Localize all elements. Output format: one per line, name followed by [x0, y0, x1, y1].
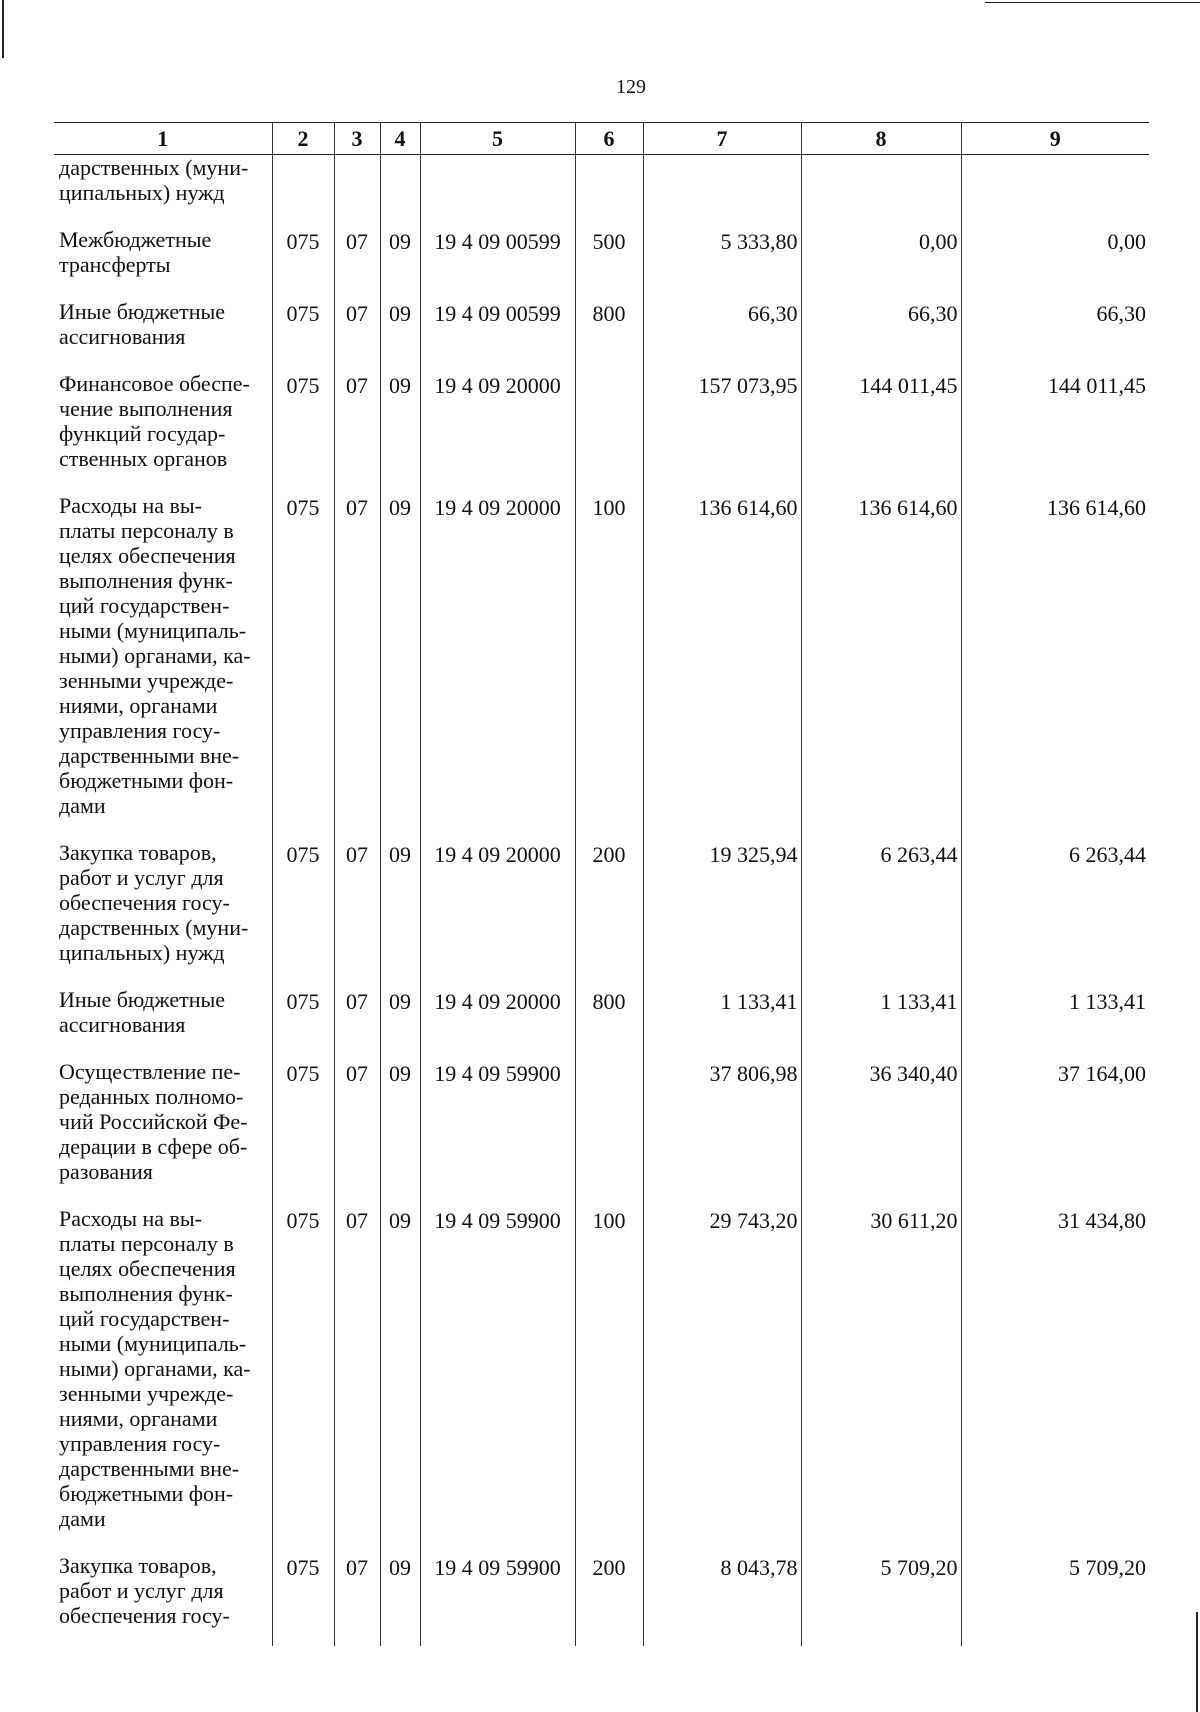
amount-col8-cell: 66,30 — [801, 295, 961, 367]
budget-table — [54, 122, 1149, 1646]
expense-type-cell: 800 — [575, 295, 643, 367]
column-header: 6 — [575, 123, 643, 155]
expense-type-cell: 200 — [575, 836, 643, 983]
code-section-cell: 07 — [334, 983, 380, 1055]
column-header: 4 — [380, 123, 420, 155]
target-article-cell: 19 4 09 00599 — [420, 223, 575, 295]
code-ministry-cell: 075 — [272, 836, 334, 983]
amount-col8-cell: 1 133,41 — [801, 983, 961, 1055]
column-header: 7 — [643, 123, 801, 155]
target-article-cell: 19 4 09 59900 — [420, 1055, 575, 1202]
target-article-cell: 19 4 09 20000 — [420, 367, 575, 489]
row-name-cell: Закупка товаров, работ и услуг для обеспечения госу- дарственных (муни- ципальных) нужд — [59, 840, 249, 965]
target-article-cell: 19 4 09 00599 — [420, 295, 575, 367]
table-row — [54, 223, 1149, 295]
amount-col9-cell: 1 133,41 — [961, 983, 1149, 1055]
amount-col7-cell: 29 743,20 — [643, 1202, 801, 1549]
code-subsection-cell: 09 — [380, 367, 420, 489]
header-row — [54, 123, 1149, 155]
target-article-cell: 19 4 09 20000 — [420, 489, 575, 836]
code-subsection-cell: 09 — [380, 983, 420, 1055]
amount-col7-cell: 66,30 — [643, 295, 801, 367]
row-name-cell: Осуществление пе- реданных полномо- чий Российской Фе- дерации в сфере об- разования — [59, 1059, 248, 1184]
code-section-cell: 07 — [334, 1202, 380, 1549]
expense-type-cell: 100 — [575, 489, 643, 836]
amount-col7-cell: 136 614,60 — [643, 489, 801, 836]
amount-col8-cell: 0,00 — [801, 223, 961, 295]
expense-type-cell — [575, 1055, 643, 1202]
code-section-cell: 07 — [334, 295, 380, 367]
amount-col8-cell: 30 611,20 — [801, 1202, 961, 1549]
code-section-cell: 07 — [334, 489, 380, 836]
column-header: 8 — [801, 123, 961, 155]
table-row — [54, 489, 1149, 836]
code-section-cell: 07 — [334, 367, 380, 489]
expense-type-cell — [575, 155, 643, 224]
amount-col7-cell: 19 325,94 — [643, 836, 801, 983]
expense-type-cell: 100 — [575, 1202, 643, 1549]
amount-col9-cell: 6 263,44 — [961, 836, 1149, 983]
amount-col7-cell: 8 043,78 — [643, 1549, 801, 1646]
row-name-cell: Расходы на вы- платы персоналу в целях обеспечения выполнения функ- ций государствен- ными (муниципаль- ными) органами, ка- зенными учрежде- ниями, органами управления госу- дарственными вне- бюджетными фон- дами — [59, 493, 251, 818]
code-ministry-cell: 075 — [272, 367, 334, 489]
target-article-cell: 19 4 09 20000 — [420, 836, 575, 983]
amount-col7-cell: 1 133,41 — [643, 983, 801, 1055]
table-header — [54, 123, 1149, 155]
column-header: 1 — [54, 123, 272, 155]
code-subsection-cell: 09 — [380, 489, 420, 836]
code-ministry-cell: 075 — [272, 295, 334, 367]
amount-col9-cell: 66,30 — [961, 295, 1149, 367]
amount-col9-cell: 31 434,80 — [961, 1202, 1149, 1549]
table-row — [54, 295, 1149, 367]
table-row — [54, 367, 1149, 489]
amount-col9-cell: 144 011,45 — [961, 367, 1149, 489]
code-section-cell: 07 — [334, 1549, 380, 1646]
amount-col8-cell: 136 614,60 — [801, 489, 961, 836]
scan-edge-mark-right — [1196, 1612, 1198, 1712]
amount-col9-cell: 136 614,60 — [961, 489, 1149, 836]
table-row — [54, 1202, 1149, 1549]
amount-col8-cell: 6 263,44 — [801, 836, 961, 983]
table-row — [54, 1549, 1149, 1646]
code-subsection-cell: 09 — [380, 295, 420, 367]
code-subsection-cell: 09 — [380, 1202, 420, 1549]
column-header: 3 — [334, 123, 380, 155]
code-subsection-cell: 09 — [380, 1055, 420, 1202]
code-subsection-cell — [380, 155, 420, 224]
amount-col8-cell: 5 709,20 — [801, 1549, 961, 1646]
table-row — [54, 983, 1149, 1055]
expense-type-cell: 200 — [575, 1549, 643, 1646]
column-header: 2 — [272, 123, 334, 155]
row-name-cell: Иные бюджетные ассигнования — [59, 987, 226, 1037]
row-name-cell: дарственных (муни- ципальных) нужд — [59, 155, 249, 205]
amount-col9-cell: 0,00 — [961, 223, 1149, 295]
table-body — [54, 155, 1149, 1647]
code-ministry-cell: 075 — [272, 1549, 334, 1646]
amount-col7-cell: 157 073,95 — [643, 367, 801, 489]
amount-col7-cell: 37 806,98 — [643, 1055, 801, 1202]
code-subsection-cell: 09 — [380, 223, 420, 295]
row-name-cell: Расходы на вы- платы персоналу в целях обеспечения выполнения функ- ций государствен- ными (муниципаль- ными) органами, ка- зенными учрежде- ниями, органами управления госу- дарственными вне- бюджетными фон- дами — [59, 1206, 251, 1531]
code-ministry-cell: 075 — [272, 1202, 334, 1549]
table-row — [54, 1055, 1149, 1202]
code-ministry-cell: 075 — [272, 1055, 334, 1202]
column-header: 9 — [961, 123, 1149, 155]
code-subsection-cell: 09 — [380, 1549, 420, 1646]
code-ministry-cell — [272, 155, 334, 224]
amount-col8-cell: 144 011,45 — [801, 367, 961, 489]
code-ministry-cell: 075 — [272, 489, 334, 836]
target-article-cell: 19 4 09 59900 — [420, 1549, 575, 1646]
amount-col8-cell: 36 340,40 — [801, 1055, 961, 1202]
code-section-cell: 07 — [334, 836, 380, 983]
expense-type-cell — [575, 367, 643, 489]
amount-col7-cell — [643, 155, 801, 224]
amount-col8-cell — [801, 155, 961, 224]
target-article-cell: 19 4 09 59900 — [420, 1202, 575, 1549]
row-name-cell: Межбюджетные трансферты — [59, 227, 212, 277]
row-name-cell: Закупка товаров, работ и услуг для обеспечения госу- — [59, 1553, 230, 1628]
code-ministry-cell: 075 — [272, 983, 334, 1055]
page-number: 129 — [616, 76, 646, 98]
table-row — [54, 155, 1149, 224]
column-header: 5 — [420, 123, 575, 155]
amount-col9-cell — [961, 155, 1149, 224]
amount-col7-cell: 5 333,80 — [643, 223, 801, 295]
expense-type-cell: 800 — [575, 983, 643, 1055]
code-section-cell: 07 — [334, 1055, 380, 1202]
table-row — [54, 836, 1149, 983]
expense-type-cell: 500 — [575, 223, 643, 295]
row-name-cell: Финансовое обеспе- чение выполнения функций государ- ственных органов — [59, 371, 250, 471]
code-ministry-cell: 075 — [272, 223, 334, 295]
target-article-cell — [420, 155, 575, 224]
scan-edge-mark-left — [2, 0, 4, 58]
code-section-cell: 07 — [334, 223, 380, 295]
code-section-cell — [334, 155, 380, 224]
row-name-cell: Иные бюджетные ассигнования — [59, 299, 226, 349]
amount-col9-cell: 37 164,00 — [961, 1055, 1149, 1202]
amount-col9-cell: 5 709,20 — [961, 1549, 1149, 1646]
code-subsection-cell: 09 — [380, 836, 420, 983]
scan-edge-mark-top — [985, 2, 1200, 3]
target-article-cell: 19 4 09 20000 — [420, 983, 575, 1055]
